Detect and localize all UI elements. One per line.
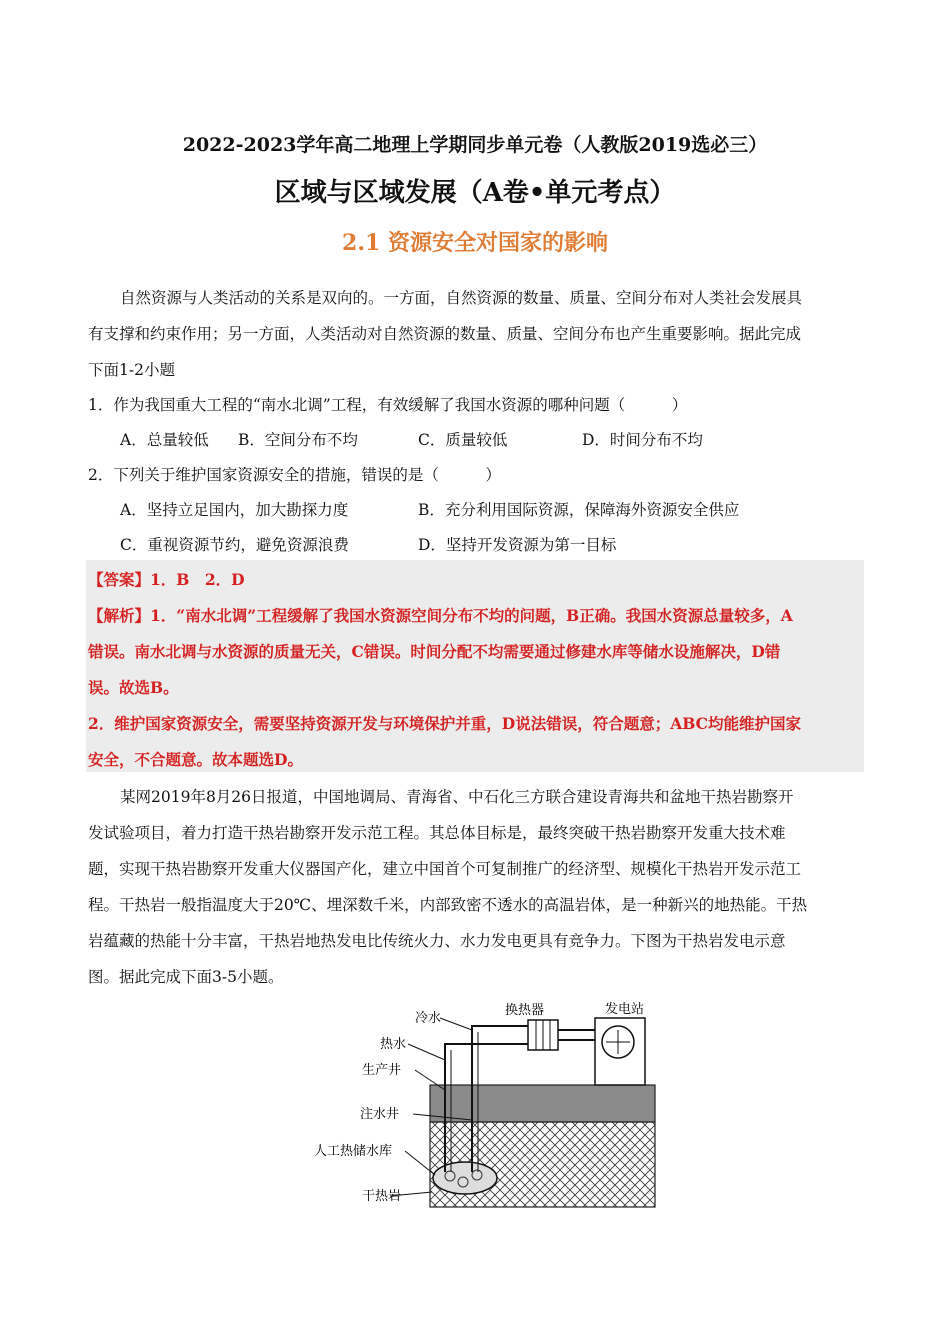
question-1-option-b: B．空间分布不均: [238, 431, 358, 449]
section-title: 2.1 资源安全对国家的影响: [342, 230, 608, 256]
passage-2-line: 图。据此完成下面3-5小题。: [88, 968, 284, 986]
question-2-option-c: C．重视资源节约，避免资源浪费: [120, 536, 349, 554]
label-hot-water: 热水: [380, 1037, 407, 1052]
question-1-option-d: D．时间分布不均: [582, 431, 703, 449]
label-power-station: 发电站: [605, 1002, 645, 1017]
exam-title: 2022-2023学年高二地理上学期同步单元卷（人教版2019选必三）: [182, 134, 768, 156]
passage-2-line: 题，实现干热岩勘察开发重大仪器国产化，建立中国首个可复制推广的经济型、规模化干热岩开发示范工: [88, 860, 802, 878]
label-production-well: 生产井: [362, 1063, 402, 1078]
answer-box: [86, 560, 864, 772]
analysis-line: 2．维护国家资源安全，需要坚持资源开发与环境保护并重，D说法错误，符合题意；ABC均能维护国家: [88, 714, 801, 733]
analysis-line: 误。故选B。: [88, 678, 179, 697]
analysis-line: 错误。南水北调与水资源的质量无关，C错误。时间分配不均需要通过修建水库等储水设施解决，D错: [88, 642, 781, 661]
passage-1-line: 有支撑和约束作用；另一方面，人类活动对自然资源的数量、质量、空间分布也产生重要影响。据此完成: [88, 325, 802, 343]
question-1-stem: 1．作为我国重大工程的“南水北调”工程，有效缓解了我国水资源的哪种问题（ ）: [88, 396, 688, 414]
analysis-line: [88, 604, 793, 626]
dry-hot-rock-diagram: [300, 1000, 680, 1215]
label-cold-water: 冷水: [415, 1011, 442, 1026]
analysis-label: 【解析】: [88, 606, 151, 625]
passage-2-line: 程。干热岩一般指温度大于20℃、埋深数千米，内部致密不透水的高温岩体，是一种新兴的地热能。干热: [88, 896, 808, 914]
analysis-text: 1．“南水北调”工程缓解了我国水资源空间分布不均的问题，B正确。我国水资源总量较多，A: [150, 606, 793, 625]
question-2-option-b: B．充分利用国际资源，保障海外资源安全供应: [418, 501, 740, 519]
answer-text: 1．B 2．D: [150, 570, 245, 589]
label-heat-exchanger: 换热器: [505, 1003, 545, 1018]
answer-line: [88, 568, 245, 590]
label-injection-well: 注水井: [360, 1107, 400, 1122]
question-2-option-d: D．坚持开发资源为第一目标: [418, 536, 617, 554]
question-2-option-a: A．坚持立足国内，加大勘探力度: [120, 501, 349, 519]
label-dry-hot-rock: 干热岩: [362, 1189, 402, 1204]
analysis-line: 安全，不合题意。故本题选D。: [88, 750, 303, 769]
passage-1-line: 下面1-2小题: [88, 361, 175, 379]
sediment-layer: [430, 1085, 655, 1122]
label-reservoir: 人工热储水库: [314, 1144, 393, 1159]
question-1-option-c: C．质量较低: [418, 431, 508, 449]
power-station-box: [595, 1018, 645, 1085]
unit-title: 区域与区域发展（A卷•单元考点）: [274, 178, 676, 208]
passage-2-line: 发试验项目，着力打造干热岩勘察开发示范工程。其总体目标是，最终突破干热岩勘察开发重大技术难: [88, 824, 786, 842]
reservoir-ellipse: [433, 1162, 497, 1194]
passage-1-line: 自然资源与人类活动的关系是双向的。一方面，自然资源的数量、质量、空间分布对人类社会发展具: [120, 289, 803, 307]
answer-label: 【答案】: [88, 570, 151, 589]
question-2-stem: 2．下列关于维护国家资源安全的措施，错误的是（ ）: [88, 466, 501, 484]
question-1-option-a: A．总量较低: [120, 431, 209, 449]
passage-2-line: 某网2019年8月26日报道，中国地调局、青海省、中石化三方联合建设青海共和盆地干热岩勘察开: [120, 788, 794, 806]
passage-2-line: 岩蕴藏的热能十分丰富，干热岩地热发电比传统火力、水力发电更具有竞争力。下图为干热岩发电示意: [88, 932, 786, 950]
